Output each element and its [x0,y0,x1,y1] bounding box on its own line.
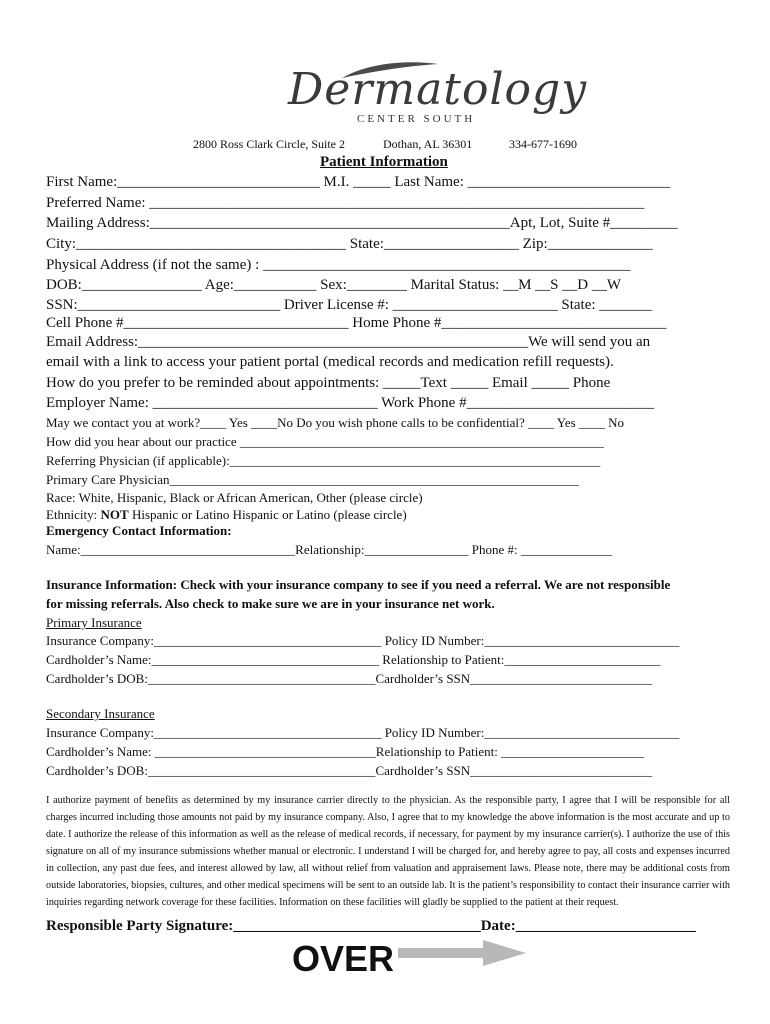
preferred-name-row[interactable]: Preferred Name: __________________________________________________________________ [46,195,645,211]
page-title: Patient Information [320,154,448,170]
practice-city: Dothan, AL 36301 [383,137,473,151]
phone-row[interactable]: Cell Phone #______________________________ Home Phone #______________________________ [46,315,667,331]
dob-age-sex-row[interactable]: DOB:________________ Age:___________ Sex:________ Marital Status: __M __S __D __W [46,277,621,293]
primary-insurance-label: Primary Insurance [46,615,142,630]
reminder-preference-row[interactable]: How do you prefer to be reminded about appointments: _____Text _____ Email _____ Phone [46,375,611,391]
primary-cardholder-dob-row[interactable]: Cardholder’s DOB:___________________________________Cardholder’s SSN____________________________ [46,671,653,686]
secondary-cardholder-name-row[interactable]: Cardholder’s Name: __________________________________Relationship to Patient: ______________________ [46,744,645,759]
signature-row[interactable]: Responsible Party Signature:_________________________________Date:________________________ [46,918,696,934]
ethnicity-not: NOT [100,507,129,522]
logo-subtitle: CENTER SOUTH [357,113,476,125]
city-state-zip-row[interactable]: City:____________________________________ State:__________________ Zip:______________ [46,236,653,252]
logo-wordmark: Dermatology [288,64,588,115]
practice-phone: 334-677-1690 [509,137,577,151]
ssn-license-row[interactable]: SSN:___________________________ Driver License #: ______________________ State: _______ [46,297,652,313]
race-row[interactable]: Race: White, Hispanic, Black or African American, Other (please circle) [46,490,423,505]
referring-physician-row[interactable]: Referring Physician (if applicable):_________________________________________________________ [46,453,601,468]
primary-care-row[interactable]: Primary Care Physician_______________________________________________________________ [46,472,579,487]
email-note: email with a link to access your patient portal (medical records and medication refill requests). [46,354,614,370]
secondary-insurance-label: Secondary Insurance [46,706,155,721]
email-row[interactable]: Email Address:____________________________________________________We will send you an [46,334,651,350]
right-arrow-icon [398,938,528,968]
over-label: OVER [292,938,395,979]
secondary-company-row[interactable]: Insurance Company:___________________________________ Policy ID Number:______________________________ [46,725,680,740]
referral-source-row[interactable]: How did you hear about our practice ________________________________________________________ [46,434,604,449]
contact-at-work-row[interactable]: May we contact you at work?____ Yes ____No Do you wish phone calls to be confidential? ____ Yes ____ No [46,415,625,430]
secondary-cardholder-dob-row[interactable]: Cardholder’s DOB:___________________________________Cardholder’s SSN____________________________ [46,763,653,778]
insurance-heading-line2: for missing referrals. Also check to make sure we are in your insurance net work. [46,596,495,611]
insurance-heading-line1: Insurance Information: Check with your insurance company to see if you need a referral. We are not responsible [46,577,671,592]
primary-cardholder-name-row[interactable]: Cardholder’s Name:___________________________________ Relationship to Patient:________________________ [46,652,661,667]
emergency-contact-row[interactable]: Name:_________________________________Relationship:________________ Phone #: ______________ [46,542,612,557]
physical-address-row[interactable]: Physical Address (if not the same) : _________________________________________________ [46,257,631,273]
ethnicity-label: Ethnicity: [46,507,101,522]
practice-street: 2800 Ross Clark Circle, Suite 2 [193,137,345,151]
employer-row[interactable]: Employer Name: ______________________________ Work Phone #_________________________ [46,395,655,411]
mailing-address-row[interactable]: Mailing Address:________________________________________________Apt, Lot, Suite #_________ [46,215,678,231]
ethnicity-row[interactable] [46,507,407,523]
ethnicity-options: Hispanic or Latino Hispanic or Latino (please circle) [128,507,407,522]
emergency-contact-heading: Emergency Contact Information: [46,523,232,538]
primary-company-row[interactable]: Insurance Company:___________________________________ Policy ID Number:______________________________ [46,633,680,648]
first-name-row[interactable]: First Name:___________________________ M.I. _____ Last Name: ___________________________ [46,174,671,190]
authorization-paragraph: I authorize payment of benefits as determined by my insurance carrier directly to the physician. As the responsible party, I agree that I will be responsible for all charges incurred including those amounts not paid by my insurance company. Also, I agree that to my knowledge the above information is the most accurate and up to date. I authorize the release of this information as well as the release of medical records, if necessary, for payment by my insurance carrier(s). I authorize the use of this signature on all of my insurance submissions whether manual or electronic. I understand I will be charged for, and hereby agree to pay, all costs and expenses incurred in collection, any past due fees, and interest allowed by law, all without relief from valuation and appraisement laws. Please note, there may be additional costs from outside laboratories, biopsies, cultures, and other medical specimens will be sent to an outside lab. It is the patient’s responsibility to contact their insurance carrier with inquiries regarding network coverage for these facilities. Information on these facilities will gladly be supplied to the patient at their request. [46,795,730,908]
